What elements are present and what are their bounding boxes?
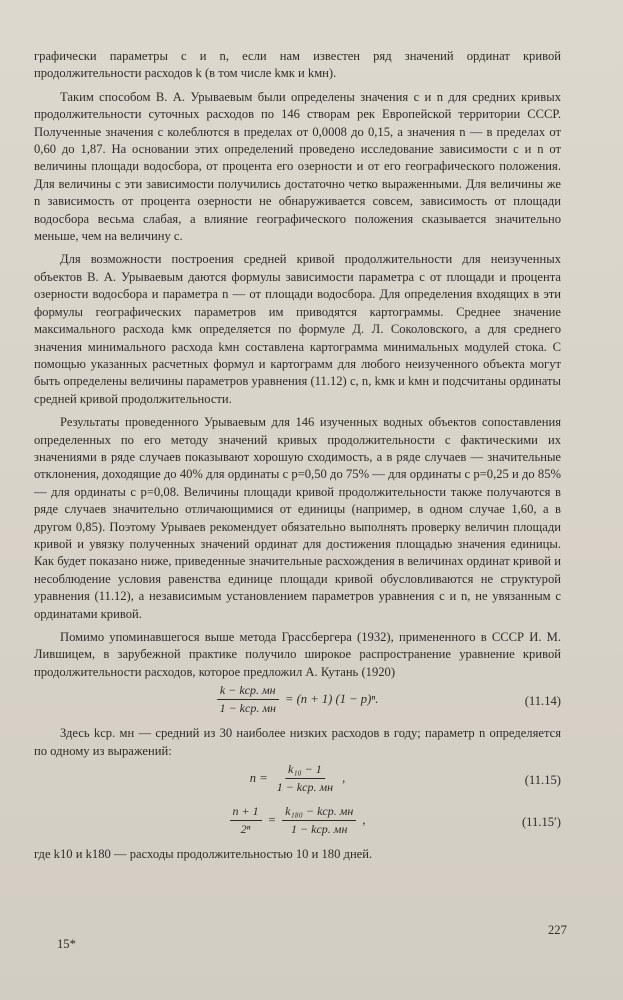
paragraph-1: Таким способом В. А. Урываевым были определены значения c и n для средних кривых продолжительности суточных расходов по 146 створам рек Европейской территории СССР. Полученные значения c колеблются в пределах от 0,0008 до 0,15, а значения n — в пределах от 0,60 до 1,87. На основании этих определений проведено исследование зависимости c и n от величины площади водосбора, от процента его озерности и от его географического положения. Для величины c эти зависимости получились достаточно четко выраженными. Для величины же n зависимость от процента озерности не обнаруживается совсем, зависимость от площади водосбора весьма слабая, а влияние географического положения сказывается значительно меньше, чем на величину c. <box>34 89 561 244</box>
formula-equals: = <box>267 812 277 827</box>
formula-11-14 <box>34 683 561 721</box>
formula-fraction <box>217 683 279 716</box>
formula-lhs: n = <box>249 770 268 785</box>
formula-11-15-prime <box>34 804 561 842</box>
equation-number: (11.15) <box>524 773 561 788</box>
paragraph-2: Для возможности построения средней кривой продолжительности для неизученных объектов В. А. Урываевым даются формулы зависимости параметра c от площади и процента озерности водосбора и параметра n — от площади водосбора. Для определения входящих в эти формулы географических параметров им приводятся картограммы. Среднее значение максимального расхода kмк определяется по формуле Д. Л. Соколовского, а для среднего значения минимального расхода kмн составлена картограмма минимальных модулей стока. С помощью указанных расчетных формул и картограмм для любого неизученного объекта могут быть определены величины параметров уравнения (11.12) c, n, kмк и kмн и подсчитаны ординаты средней кривой продолжительности. <box>34 252 561 406</box>
fraction-denominator: 1 − kср. мн <box>276 780 334 795</box>
formula-fraction <box>282 804 356 837</box>
equation-number: (11.14) <box>524 694 561 709</box>
paragraph-6: где k10 и k180 — расходы продолжительностью 10 и 180 дней. <box>34 847 373 862</box>
fraction-denominator: 2ⁿ <box>240 822 251 837</box>
fraction-numerator: k₁₀ − 1 <box>285 762 325 779</box>
signature-mark: 15* <box>57 937 76 951</box>
page-number: 227 <box>548 923 567 937</box>
formula-tail: , <box>342 770 346 785</box>
formula-fraction <box>274 762 336 795</box>
formula-lhs-fraction <box>230 804 262 837</box>
equation-number: (11.15′) <box>521 815 561 830</box>
fraction-numerator: k − kср. мн <box>217 683 279 700</box>
fraction-numerator: n + 1 <box>230 804 262 821</box>
paragraph-3: Результаты проведенного Урываевым для 146 изученных водных объектов сопоставления определенных по его методу значений кривых продолжительности с фактическими их значениями в ряде случаев показывают хорошую сходимость, а в ряде случаев — значительные отклонения, доходящие до 40% для ординаты с p=0,50 до 75% — для ординаты с p=0,25 и до 85% — для ординаты с p=0,08. Величины площади кривой продолжительности также получаются в ряде случаев значительно отличающимися от единицы (например, в одном случае 1,60, а в другом 0,85). Поэтому Урываев рекомендует обязательно выполнять проверку величин площади кривой и увязку полученных значений ординат для достижения площадью значения единицы. Как будет показано ниже, приведенные значительные расхождения в величинах ординат кривой и несоблюдение условия равенства единице площади кривой обусловливаются не структурой уравнения (11.12), а независимым установлением параметров уравнения c и n, не увязанным с ординатами кривой. <box>34 415 561 621</box>
paragraph-5: Здесь kср. мн — средний из 30 наиболее низких расходов в году; параметр n определяется по одному из выражений: <box>34 726 561 758</box>
paragraph-0: графически параметры c и n, если нам известен ряд значений ординат кривой продолжительности расходов k (в том числе kмк и kмн). <box>34 49 561 81</box>
paragraph-4: Помимо упоминавшегося выше метода Грассбергера (1932), примененного в СССР И. М. Лившицем, в зарубежной практике получило широкое распространение уравнение кривой продолжительности расходов, которое предложил А. Кутань (1920) <box>34 630 561 679</box>
fraction-numerator: k₁₈₀ − kср. мн <box>282 804 356 821</box>
body-text <box>34 48 561 869</box>
formula-tail: , <box>362 812 366 827</box>
fraction-denominator: 1 − kср. мн <box>291 822 348 837</box>
formula-11-15 <box>34 762 561 800</box>
fraction-denominator: 1 − kср. мн <box>219 701 276 716</box>
formula-rhs: = (n + 1) (1 − p)ⁿ. <box>284 692 379 707</box>
